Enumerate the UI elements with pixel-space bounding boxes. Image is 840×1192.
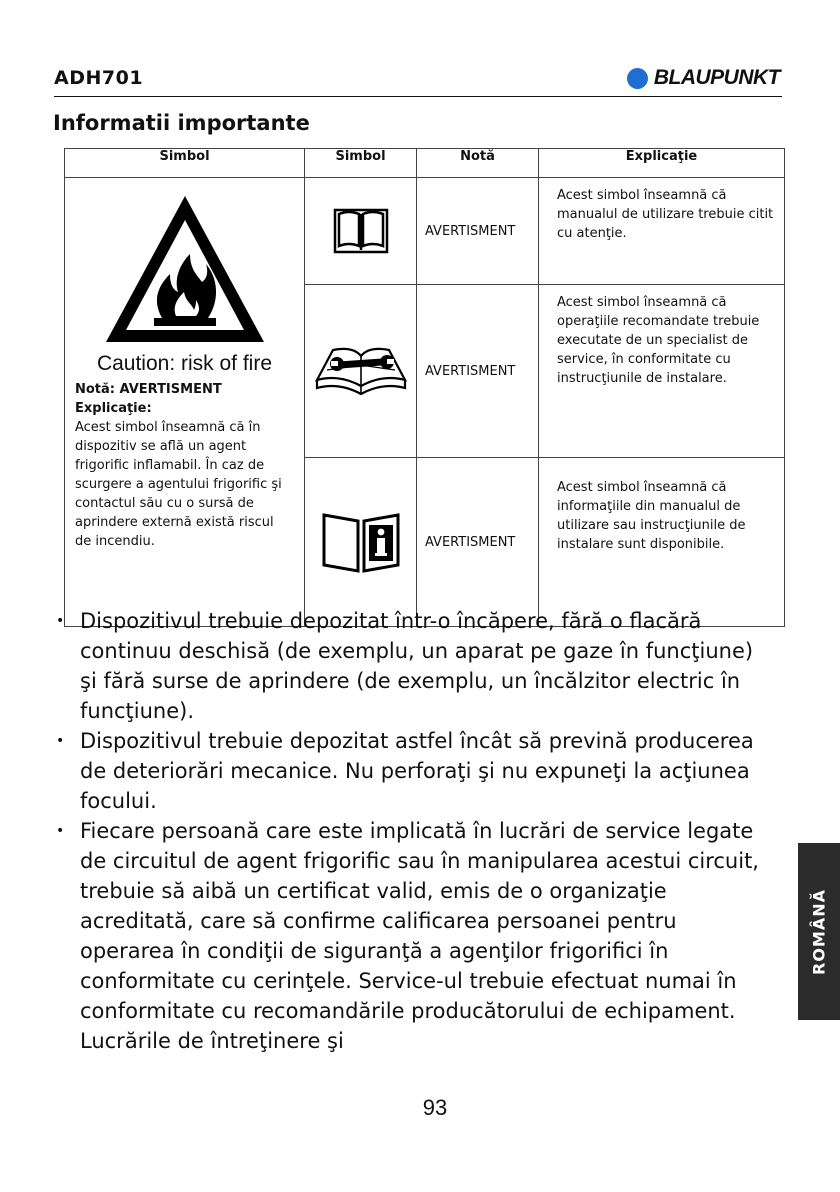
list-item: • Dispozitivul trebuie depozitat într-o încăpere, fără o flacără continuu deschisă (de exemplu, un aparat pe gaze în funcţiune) şi fără surse de aprindere (de exemplu, un încălzitor electric în funcţiune). xyxy=(56,606,776,726)
header-symbol-1: Simbol xyxy=(65,149,305,178)
bullet-icon: • xyxy=(56,823,65,839)
list-item: • Fiecare persoană care este implicată în lucrări de service legate de circuitul de agent frigorific sau în manipularea acestui circuit, trebuie să aibă un certificat valid, emis de o organizaţie acreditată, care să confirme calificarea persoanei pentru operarea în condiţii de siguranţă a agenţilor frigorifici în conformitate cu cerinţele. Service-ul trebuie efectuat numai în conformitate cu recomandările producătorului de echipament. Lucrările de întreţinere şi xyxy=(56,816,776,1056)
section-title: Informatii importante xyxy=(53,111,310,135)
header-note: Notă xyxy=(417,149,539,178)
service-icon-cell xyxy=(305,285,417,458)
explanation-cell: Acest simbol înseamnă că operaţiile recomandate trebuie executate de un specialist de service, în conformitate cu instrucţiunile de instalare. xyxy=(539,285,785,458)
brand-logo xyxy=(627,66,780,90)
book-icon xyxy=(333,206,389,256)
caution-caption: Caution: risk of fire xyxy=(96,352,273,375)
service-manual-icon xyxy=(313,340,409,402)
table-header-row xyxy=(65,149,785,178)
note-cell: AVERTISMENT xyxy=(417,458,539,627)
page-number: 93 xyxy=(422,1095,448,1120)
brand-name: BLAUPUNKT xyxy=(653,66,780,89)
info-icon-cell xyxy=(305,458,417,627)
bullet-icon: • xyxy=(56,613,65,629)
fire-warning-cell xyxy=(65,178,305,627)
brand-dot-icon xyxy=(627,68,648,89)
explanation-cell: Acest simbol înseamnă că informaţiile din manualul de utilizare sau instrucţiunile de instalare sunt disponibile. xyxy=(539,458,785,627)
bullet-icon: • xyxy=(56,733,65,749)
table-row xyxy=(65,178,785,285)
list-item: • Dispozitivul trebuie depozitat astfel încât să prevină producerea de deteriorări mecanice. Nu perforaţi şi nu expuneţi la acţiunea focului. xyxy=(56,726,776,816)
fire-note-label: Notă: AVERTISMENT xyxy=(75,382,222,397)
language-tab-label: ROMÂNĂ xyxy=(809,888,829,975)
language-tab xyxy=(798,843,840,1020)
flammable-warning-icon xyxy=(100,190,270,350)
safety-bullet-list xyxy=(56,606,776,1056)
note-cell: AVERTISMENT xyxy=(417,178,539,285)
header-explanation: Explicaţie xyxy=(539,149,785,178)
explanation-cell: Acest simbol înseamnă că manualul de utilizare trebuie citit cu atenţie. xyxy=(539,178,785,285)
fire-explanation-label: Explicaţie: xyxy=(75,401,152,416)
note-cell: AVERTISMENT xyxy=(417,285,539,458)
book-icon-cell xyxy=(305,178,417,285)
header-divider xyxy=(54,96,782,97)
info-manual-icon xyxy=(320,509,402,575)
header-symbol-2: Simbol xyxy=(305,149,417,178)
fire-explanation-text: Acest simbol înseamnă că în dispozitiv se află un agent frigorific inflamabil. În caz de scurgere a agentului frigorific şi contactul său cu o sursă de aprindere externă există riscul de incendiu. xyxy=(75,420,282,549)
symbol-table xyxy=(64,148,785,627)
model-number: ADH701 xyxy=(54,67,144,89)
